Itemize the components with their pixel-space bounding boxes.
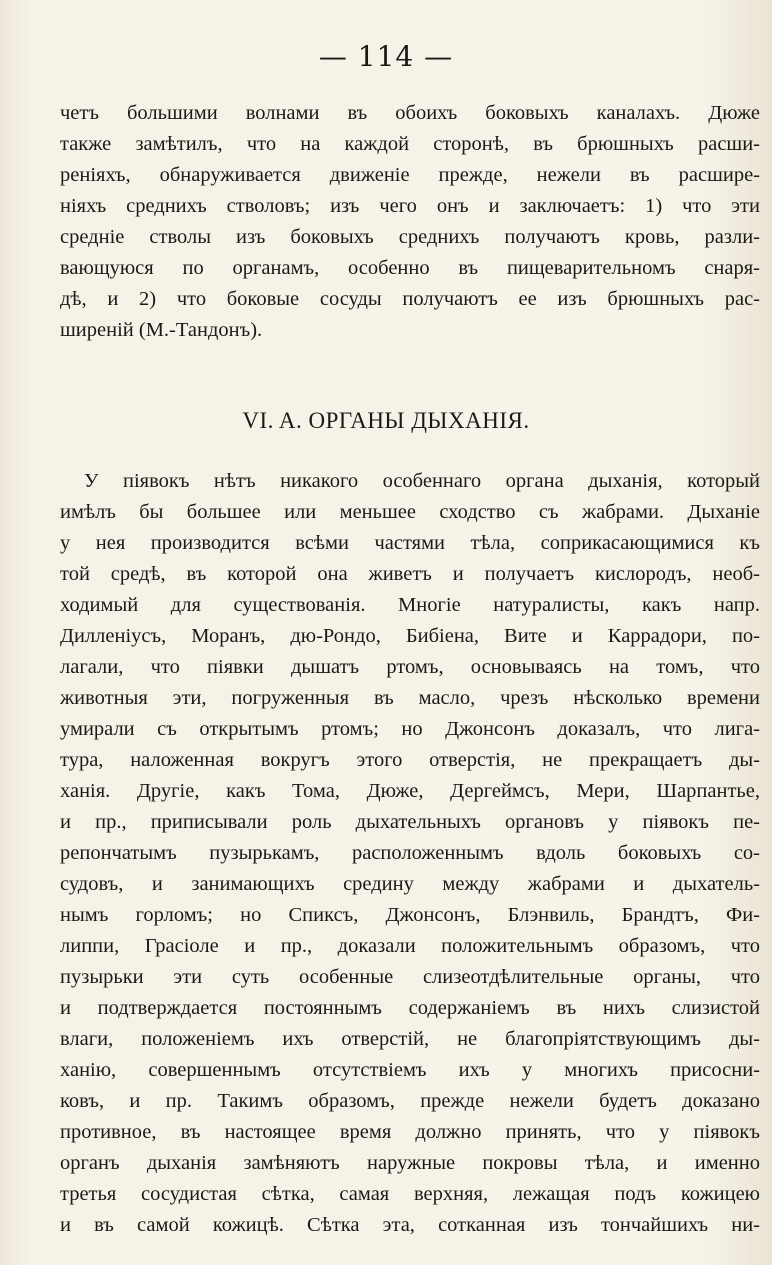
text-line: и пр., приписывали роль дыхательныхъ органовъ у піявокъ пе- [60,811,760,833]
text-line: ширеній (М.-Тандонъ). [60,319,263,341]
text-line: средніе стволы изъ боковыхъ среднихъ получаютъ кровь, разли- [60,226,760,248]
text-line: органъ дыханія замѣняютъ наружные покровы тѣла, и именно [60,1152,760,1174]
text-line: ковъ, и пр. Такимъ образомъ, прежде нежели будетъ доказано [60,1090,760,1112]
text-line: также замѣтилъ, что на каждой сторонѣ, въ брюшныхъ расши- [60,133,760,155]
section-heading: VI. A. ОРГАНЫ ДЫХАНІЯ. [242,408,530,433]
text-line: реніяхъ, обнаруживается движеніе прежде, нежели въ расшире- [60,164,760,186]
text-line: животныя эти, погруженныя въ масло, чрезъ нѣсколько времени [60,687,760,709]
text-line: той средѣ, въ которой она живетъ и получаетъ кислородъ, необ- [60,563,760,585]
text-line: вающуюся по органамъ, особенно въ пищеварительномъ снаря- [60,257,760,279]
text-line: и подтверждается постояннымъ содержаніемъ въ нихъ слизистой [60,997,760,1019]
text-line: ханію, совершеннымъ отсутствіемъ ихъ у многихъ присосни- [60,1059,760,1081]
text-line: пузырьки эти суть особенные слизеотдѣлительные органы, что [60,966,760,988]
text-line: имѣлъ бы большее или меньшее сходство съ жабрами. Дыханіе [60,501,760,523]
page-number: — 114 — [318,40,454,73]
text-line: ніяхъ среднихъ стволовъ; изъ чего онъ и заключаетъ: 1) что эти [60,195,760,217]
text-line: липпи, Грасіоле и пр., доказали положительнымъ образомъ, что [60,935,760,957]
text-line: Дилленіусъ, Моранъ, дю-Рондо, Бибіена, Вите и Каррадори, по- [60,625,760,647]
text-line: третья сосудистая сѣтка, самая верхняя, лежащая подъ кожицею [60,1183,760,1205]
text-line: ханія. Другіе, какъ Тома, Дюже, Дергеймсъ, Мери, Шарпантье, [60,780,760,802]
text-line: умирали съ открытымъ ртомъ; но Джонсонъ доказалъ, что лига- [60,718,760,740]
text-line: дѣ, и 2) что боковые сосуды получаютъ ее изъ брюшныхъ рас- [60,288,760,310]
text-line: и въ самой кожицѣ. Сѣтка эта, сотканная изъ тончайшихъ ни- [60,1214,760,1236]
text-line: ходимый для существованія. Многіе натуралисты, какъ напр. [60,594,760,616]
text-line: четъ большими волнами въ обоихъ боковыхъ каналахъ. Дюже [60,102,760,124]
paragraph-continued [60,98,760,346]
text-line: тура, наложенная вокругъ этого отверстія, не прекращаетъ ды- [60,749,760,771]
paragraph-respiration [60,466,760,1241]
text-line: у нея производится всѣми частями тѣла, соприкасающимися къ [60,532,760,554]
text-line: влаги, положеніемъ ихъ отверстій, не благопріятствующимъ ды- [60,1028,760,1050]
text-line: противное, въ настоящее время должно принять, что у піявокъ [60,1121,760,1143]
text-line: У піявокъ нѣтъ никакого особеннаго органа дыханія, который [84,470,760,492]
text-line: репончатымъ пузырькамъ, расположеннымъ вдоль боковыхъ со- [60,842,760,864]
text-line: лагали, что піявки дышатъ ртомъ, основываясь на томъ, что [60,656,760,678]
text-line: судовъ, и занимающихъ средину между жабрами и дыхатель- [60,873,760,895]
text-line: нымъ горломъ; но Спиксъ, Джонсонъ, Блэнвиль, Брандтъ, Фи- [60,904,760,926]
